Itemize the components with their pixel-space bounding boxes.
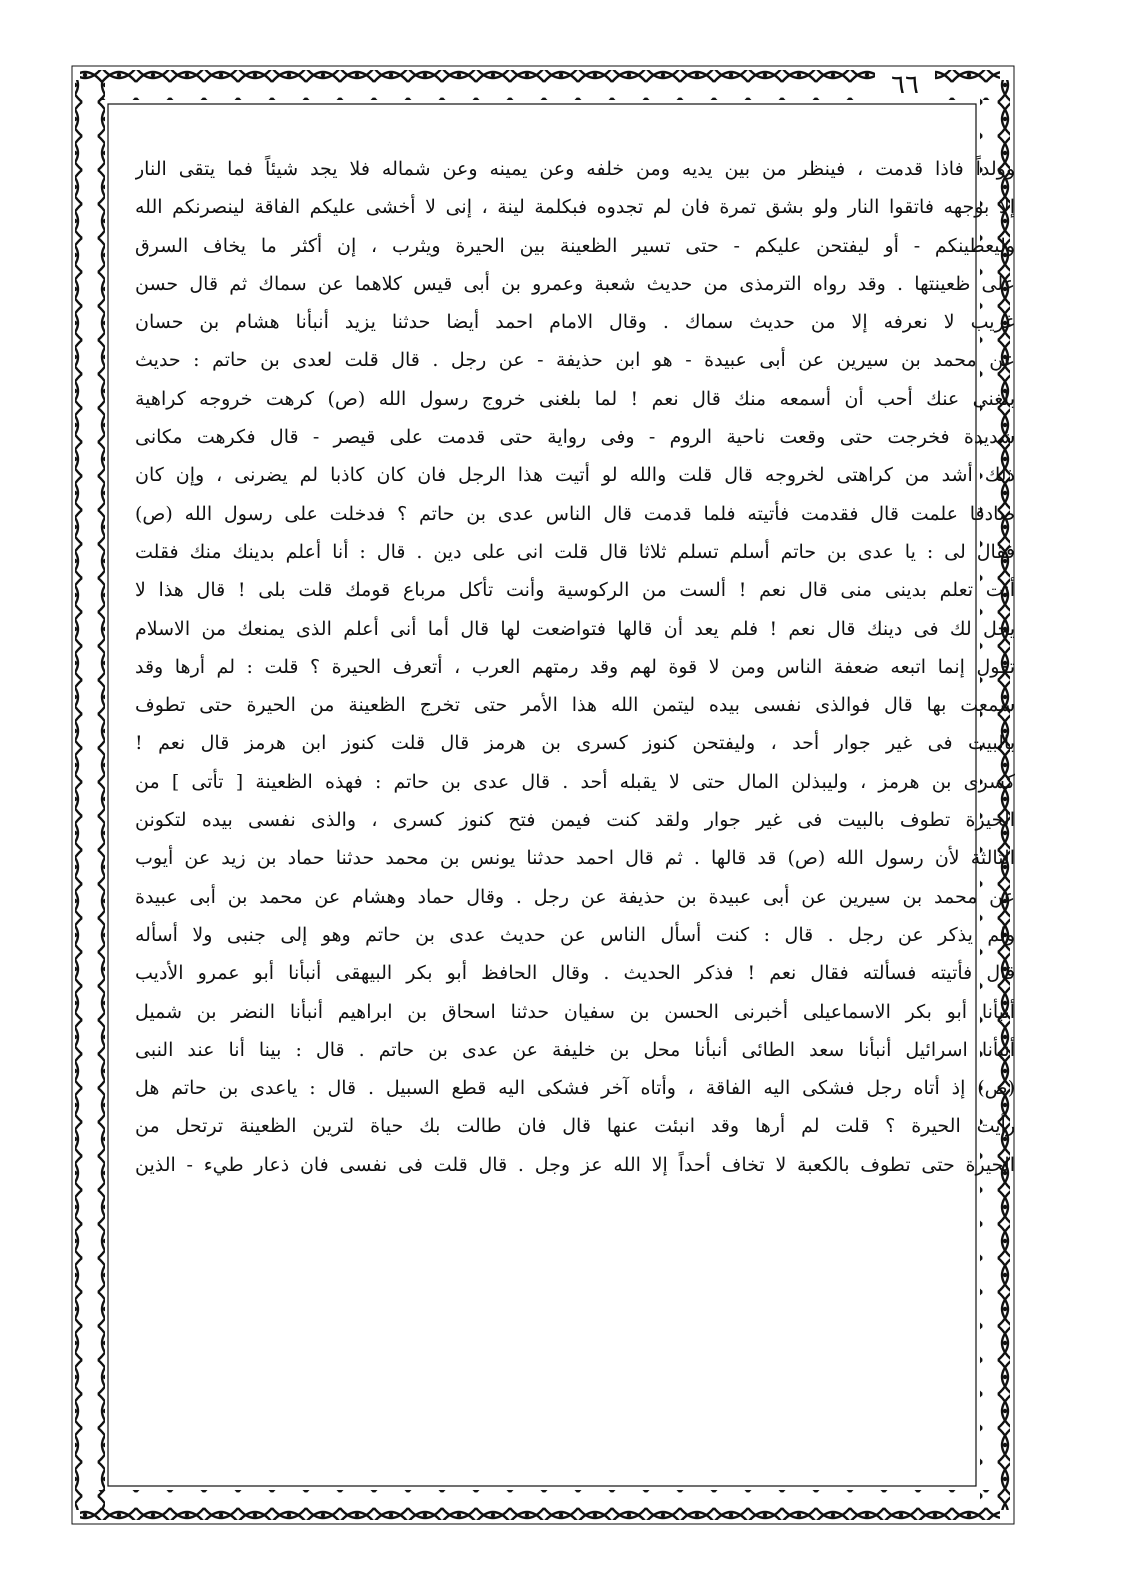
text-line: تقول إنما اتبعه ضعفة الناس ومن لا قوة لهم وقد رمتهم العرب ، أتعرف الحيرة ؟ قلت : لم أرها وقد bbox=[135, 655, 1015, 678]
text-line: يحل لك فى دينك قال نعم ! فلم يعد أن قالها فتواضعت لها قال أما أنى أعلم الذى يمنعك من الاسلام bbox=[135, 617, 1015, 640]
text-line: الثالثة لأن رسول الله (ص) قد قالها . ثم قال احمد حدثنا يونس بن محمد حدثنا حماد بن زيد عن أيوب bbox=[135, 847, 1015, 870]
text-line: وليعطينكم - أو ليفتحن عليكم - حتى تسير الظعينة بين الحيرة ويثرب ، إن أكثر ما يخاف السرق bbox=[135, 234, 1015, 257]
text-line: سمعت بها قال فوالذى نفسى بيده ليتمن الله هذا الأمر حتى تخرج الظعينة من الحيرة حتى تطوف bbox=[135, 694, 1015, 717]
text-line: أنت تعلم بدينى منى قال نعم ! ألست من الركوسية وأنت تأكل مرباع قومك قلت بلى ! قال هذا لا bbox=[135, 579, 1015, 602]
text-line: بلغنى عنك أحب أن أسمعه منك قال نعم ! لما بلغنى خروج رسول الله (ص) كرهت خروجه كراهية bbox=[135, 387, 1015, 410]
text-line: شديدة فخرجت حتى وقعت ناحية الروم - وفى رواية حتى قدمت على قيصر - قال فكرهت مكانى bbox=[135, 426, 1015, 449]
text-line: على ظعينتها . وقد رواه الترمذى من حديث شعبة وعمرو بن أبى قيس كلاهما عن سماك ثم قال حسن bbox=[135, 272, 1015, 295]
text-line: قال فأتيته فسألته فقال نعم ! فذكر الحديث . وقال الحافظ أبو بكر البيهقى أنبأنا أبو عمرو الأديب bbox=[135, 962, 1015, 985]
text-line: إلا بوجهه فاتقوا النار ولو بشق تمرة فان لم تجدوه فبكلمة لينة ، إنى لا أخشى عليكم الفاقة لينصرنكم الله bbox=[135, 196, 1015, 219]
text-line: فقال لى : يا عدى بن حاتم أسلم تسلم ثلاثا قال قلت انى على دين . قال : أنا أعلم بدينك منك فقلت bbox=[135, 540, 1015, 563]
text-line: كسرى بن هرمز ، وليبذلن المال حتى لا يقبله أحد . قال عدى بن حاتم : فهذه الظعينة [ تأتى ] من bbox=[135, 770, 1015, 793]
text-line: (ص) إذ أتاه رجل فشكى اليه الفاقة ، وأتاه آخر فشكى اليه قطع السبيل . قال : ياعدى بن حاتم هل bbox=[135, 1077, 1015, 1100]
text-line: أنبأنا أبو بكر الاسماعيلى أخبرنى الحسن بن سفيان حدثنا اسحاق بن ابراهيم أنبأنا النضر بن شميل bbox=[135, 1000, 1015, 1023]
page-number: ٦٦ bbox=[875, 68, 935, 102]
text-line: الحيرة تطوف بالبيت فى غير جوار ولقد كنت فيمن فتح كنوز كسرى ، والذى نفسى بيده لتكونن bbox=[135, 809, 1015, 832]
text-line: ذلك أشد من كراهتى لخروجه قال قلت والله لو أتيت هذا الرجل فان كان كاذبا لم يضرنى ، وإن كان bbox=[135, 464, 1015, 487]
text-line: صادقا علمت قال فقدمت فأتيته فلما قدمت قال الناس عدى بن حاتم ؟ فدخلت على رسول الله (ص) bbox=[135, 502, 1015, 525]
text-line: بالبيت فى غير جوار أحد ، وليفتحن كنوز كسرى بن هرمز قال قلت كنوز ابن هرمز قال نعم ! bbox=[135, 732, 1015, 755]
text-line: عن محمد بن سيرين عن أبى عبيدة بن حذيفة عن رجل . وقال حماد وهشام عن محمد بن أبى عبيدة bbox=[135, 885, 1015, 908]
text-line: رأيت الحيرة ؟ قلت لم أرها وقد انبئت عنها قال فان طالت بك حياة لترين الظعينة ترتحل من bbox=[135, 1115, 1015, 1138]
main-text bbox=[135, 150, 1015, 1460]
text-line: أنبأنا اسرائيل أنبأنا سعد الطائى أنبأنا محل بن خليفة عن عدى بن حاتم . قال : بينا أنا عند النبى bbox=[135, 1038, 1015, 1061]
text-line: غريب لا نعرفه إلا من حديث سماك . وقال الامام احمد أيضا حدثنا يزيد أنبأنا هشام بن حسان bbox=[135, 311, 1015, 334]
text-line: الحيرة حتى تطوف بالكعبة لا تخاف أحداً إلا الله عز وجل . قال قلت فى نفسى فان ذعار طيء - الذين bbox=[135, 1153, 1015, 1176]
text-line: ولم يذكر عن رجل . قال : كنت أسأل الناس عن حديث عدى بن حاتم وهو إلى جنبى ولا أسأله bbox=[135, 923, 1015, 946]
text-line: عن محمد بن سيرين عن أبى عبيدة - هو ابن حذيفة - عن رجل . قال قلت لعدى بن حاتم : حديث bbox=[135, 349, 1015, 372]
text-line: وولداً فاذا قدمت ، فينظر من بين يديه ومن خلفه وعن يمينه وعن شماله فلا يجد شيئاً فما يتقى النار bbox=[135, 158, 1015, 180]
